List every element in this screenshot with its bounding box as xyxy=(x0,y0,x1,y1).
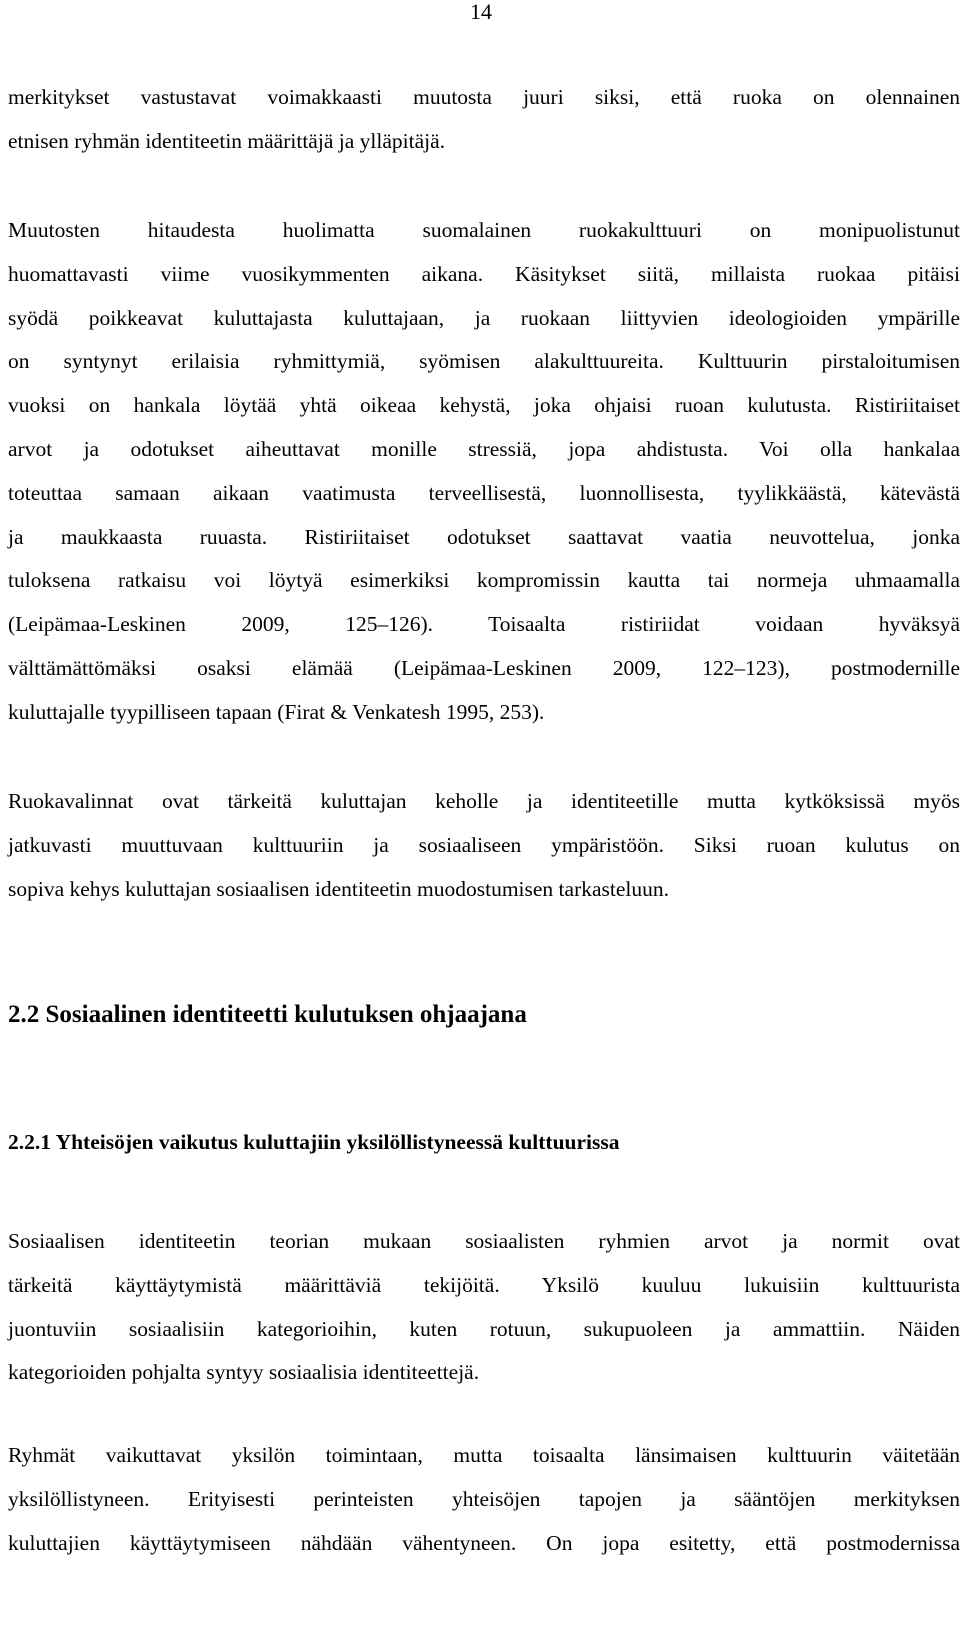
body-paragraph xyxy=(8,209,960,735)
text-line: Sosiaalisen identiteetin teorian mukaan sosiaalisten ryhmien arvot ja normit ovat xyxy=(8,1229,960,1253)
subsection-heading: 2.2.1 Yhteisöjen vaikutus kuluttajiin yksilöllistyneessä kulttuurissa xyxy=(8,1130,620,1154)
text-line: etnisen ryhmän identiteetin määrittäjä ja ylläpitäjä. xyxy=(8,128,446,153)
text-line: tärkeitä käyttäytymistä määrittäviä tekijöitä. Yksilö kuuluu lukuisiin kulttuurista xyxy=(8,1272,960,1297)
text-line: Ryhmät vaikuttavat yksilön toimintaan, mutta toisaalta länsimaisen kulttuurin väitetään xyxy=(8,1443,960,1467)
text-line: syödä poikkeavat kuluttajasta kuluttajaan, ja ruokaan liittyvien ideologioiden ympärille xyxy=(8,305,960,330)
text-line: kuluttajalle tyypilliseen tapaan (Firat & Venkatesh 1995, 253). xyxy=(8,699,545,724)
text-line: vuoksi on hankala löytää yhtä oikeaa kehystä, joka ohjaisi ruoan kulutusta. Ristiriitaiset xyxy=(8,393,960,418)
text-line: ja maukkaasta ruuasta. Ristiriitaiset odotukset saattavat vaatia neuvottelua, jonka xyxy=(8,524,960,549)
text-line: kategorioiden pohjalta syntyy sosiaalisia identiteettejä. xyxy=(8,1360,480,1385)
body-paragraph xyxy=(8,780,960,911)
page-number: 14 xyxy=(470,0,492,24)
text-line: on syntynyt erilaisia ryhmittymiä, syömisen alakulttuureita. Kulttuurin pirstaloitumisen xyxy=(8,349,960,374)
text-line: huomattavasti viime vuosikymmenten aikana. Käsitykset siitä, millaista ruokaa pitäisi xyxy=(8,261,960,286)
text-line: kuluttajien käyttäytymiseen nähdään vähentyneen. On jopa esitetty, että postmodernissa xyxy=(8,1530,960,1555)
text-line: välttämättömäksi osaksi elämää (Leipämaa-Leskinen 2009, 122–123), postmodernille xyxy=(8,655,960,680)
text-line: tuloksena ratkaisu voi löytyä esimerkiksi kompromissin kautta tai normeja uhmaamalla xyxy=(8,568,960,593)
text-line: merkitykset vastustavat voimakkaasti muutosta juuri siksi, että ruoka on olennainen xyxy=(8,85,960,109)
text-line: yksilöllistyneen. Erityisesti perinteisten yhteisöjen tapojen ja sääntöjen merkityksen xyxy=(8,1486,960,1511)
text-line: Ruokavalinnat ovat tärkeitä kuluttajan keholle ja identiteetille mutta kytköksissä myös xyxy=(8,789,960,813)
text-line: toteuttaa samaan aikaan vaatimusta terveellisestä, luonnollisesta, tyylikkäästä, kätevästä xyxy=(8,480,960,505)
text-line: jatkuvasti muuttuvaan kulttuuriin ja sosiaaliseen ympäristöön. Siksi ruoan kulutus on xyxy=(8,832,960,857)
text-line: juontuviin sosiaalisiin kategorioihin, kuten rotuun, sukupuoleen ja ammattiin. Näiden xyxy=(8,1316,960,1341)
section-heading: 2.2 Sosiaalinen identiteetti kulutuksen ohjaajana xyxy=(8,1001,527,1028)
body-paragraph xyxy=(8,1434,960,1565)
text-line: (Leipämaa-Leskinen 2009, 125–126). Toisaalta ristiriidat voidaan hyväksyä xyxy=(8,612,960,637)
text-line: Muutosten hitaudesta huolimatta suomalainen ruokakulttuuri on monipuolistunut xyxy=(8,218,960,242)
text-line: arvot ja odotukset aiheuttavat monille stressiä, jopa ahdistusta. Voi olla hankalaa xyxy=(8,436,960,461)
body-paragraph xyxy=(8,1220,960,1395)
body-paragraph xyxy=(8,76,960,164)
text-line: sopiva kehys kuluttajan sosiaalisen identiteetin muodostumisen tarkasteluun. xyxy=(8,876,670,901)
